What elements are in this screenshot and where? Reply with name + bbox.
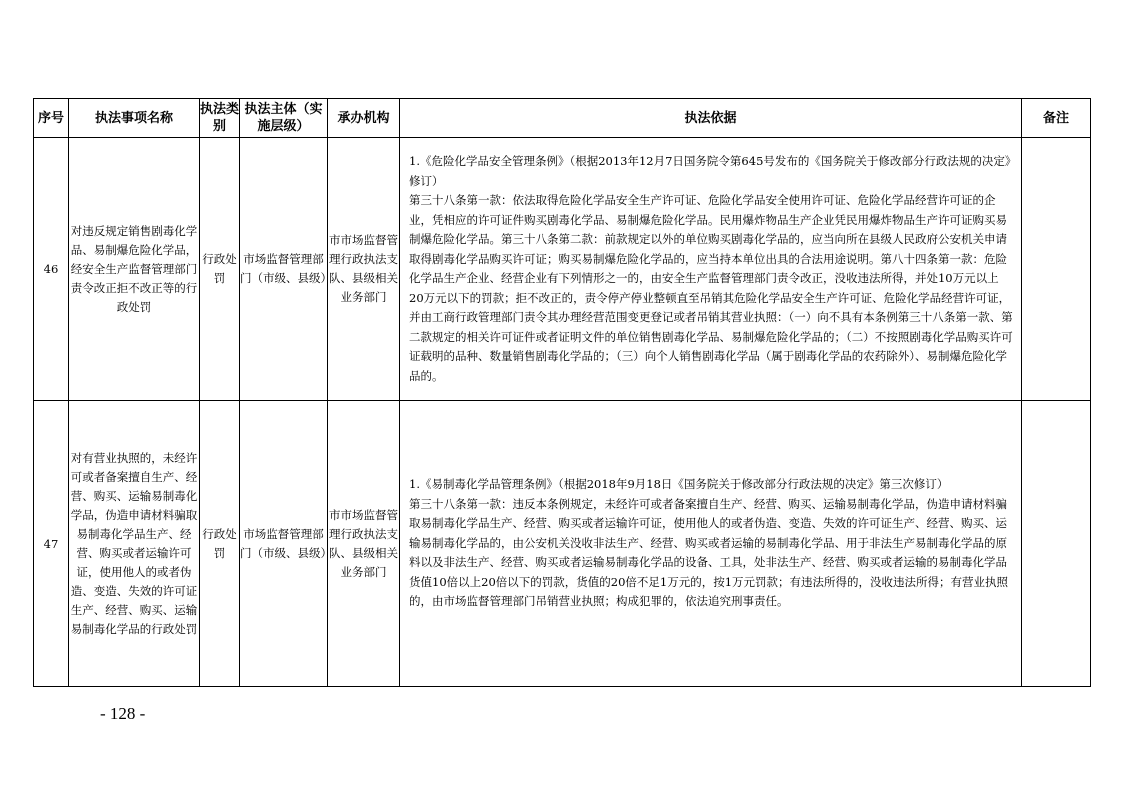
row-subject: 市场监督管理部门（市级、县级）: [240, 138, 328, 401]
table-row: [34, 138, 1091, 401]
row-org: 市市场监督管理行政执法支队、县级相关业务部门: [328, 401, 400, 687]
basis-text: 第三十八条第一款：违反本条例规定，未经许可或者备案擅自生产、经营、购买、运输易制毒化学品，伪造申请材料骗取易制毒化学品生产、经营、购买或者运输许可证，使用他人的或者伪造、变造、失效的许可证生产、经营、购买、运输易制毒化学品的，由公安机关没收非法生产、经营、购买或者运输的易制毒化学品、用于非法生产易制毒化学品的原料以及非法生产、经营、购买或者运输易制毒化学品的设备、工具，处非法生产、经营、购买或者运输的易制毒化学品货值10倍以上20倍以下的罚款，货值的20倍不足1万元的，按1万元罚款；有违法所得的，没收违法所得；有营业执照的，由市场监督管理部门吊销营业执照；构成犯罪的，依法追究刑事责任。: [409, 496, 1009, 609]
row-type: 行政处罚: [200, 138, 240, 401]
row-name: 对有营业执照的，未经许可或者备案擅自生产、经营、购买、运输易制毒化学品，伪造申请材料骗取易制毒化学品生产、经营、购买或者运输许可证，使用他人的或者伪造、变造、失效的许可证生产、经营、购买、运输易制毒化学品的行政处罚: [69, 401, 200, 687]
row-type: 行政处罚: [200, 401, 240, 687]
page-number: - 128 -: [100, 704, 146, 723]
row-org: 市市场监督管理行政执法支队、县级相关业务部门: [328, 138, 400, 401]
row-basis: [400, 138, 1022, 401]
header-seq: 序号: [34, 99, 69, 138]
row-remark: [1022, 401, 1091, 687]
basis-title: 1.《危险化学品安全管理条例》（根据2013年12月7日国务院令第645号发布的《国务院关于修改部分行政法规的决定》修订）: [409, 154, 1011, 188]
row-seq: 46: [34, 138, 69, 401]
basis-text: 第三十八条第一款：依法取得危险化学品安全生产许可证、危险化学品安全使用许可证、危险化学品经营许可证的企业，凭相应的许可证件购买剧毒化学品、易制爆危险化学品。民用爆炸物品生产企业凭民用爆炸物品生产许可证购买易制爆危险化学品。第三十八条第二款：前款规定以外的单位购买剧毒化学品的，应当向所在县级人民政府公安机关申请取得剧毒化学品购买许可证；购买易制爆危险化学品的，应当持本单位出具的合法用途说明。第八十四条第一款：危险化学品生产企业、经营企业有下列情形之一的，由安全生产监督管理部门责令改正，没收违法所得，并处10万元以上20万元以下的罚款；拒不改正的，责令停产停业整顿直至吊销其危险化学品安全生产许可证、危险化学品经营许可证，并由工商行政管理部门责令其办理经营范围变更登记或者吊销其营业执照：（一）向不具有本条例第三十八条第一款、第二款规定的相关许可证件或者证明文件的单位销售剧毒化学品、易制爆危险化学品的；（二）不按照剧毒化学品购买许可证载明的品种、数量销售剧毒化学品的；（三）向个人销售剧毒化学品（属于剧毒化学品的农药除外）、易制爆危险化学品的。: [409, 193, 1013, 383]
header-org: 承办机构: [328, 99, 400, 138]
header-name: 执法事项名称: [69, 99, 200, 138]
basis-title: 1.《易制毒化学品管理条例》（根据2018年9月18日《国务院关于修改部分行政法规的决定》第三次修订）: [409, 477, 949, 492]
header-type: 执法类别: [200, 99, 240, 138]
header-remark: 备注: [1022, 99, 1091, 138]
header-basis: 执法依据: [400, 99, 1022, 138]
row-name: 对违反规定销售剧毒化学品、易制爆危险化学品，经安全生产监督管理部门责令改正拒不改正等的行政处罚: [69, 138, 200, 401]
enforcement-table: [33, 98, 1091, 687]
table-row: [34, 401, 1091, 687]
row-remark: [1022, 138, 1091, 401]
row-seq: 47: [34, 401, 69, 687]
row-basis: [400, 401, 1022, 687]
table-header-row: [34, 99, 1091, 138]
row-subject: 市场监督管理部门（市级、县级）: [240, 401, 328, 687]
header-subject: 执法主体（实施层级）: [240, 99, 328, 138]
